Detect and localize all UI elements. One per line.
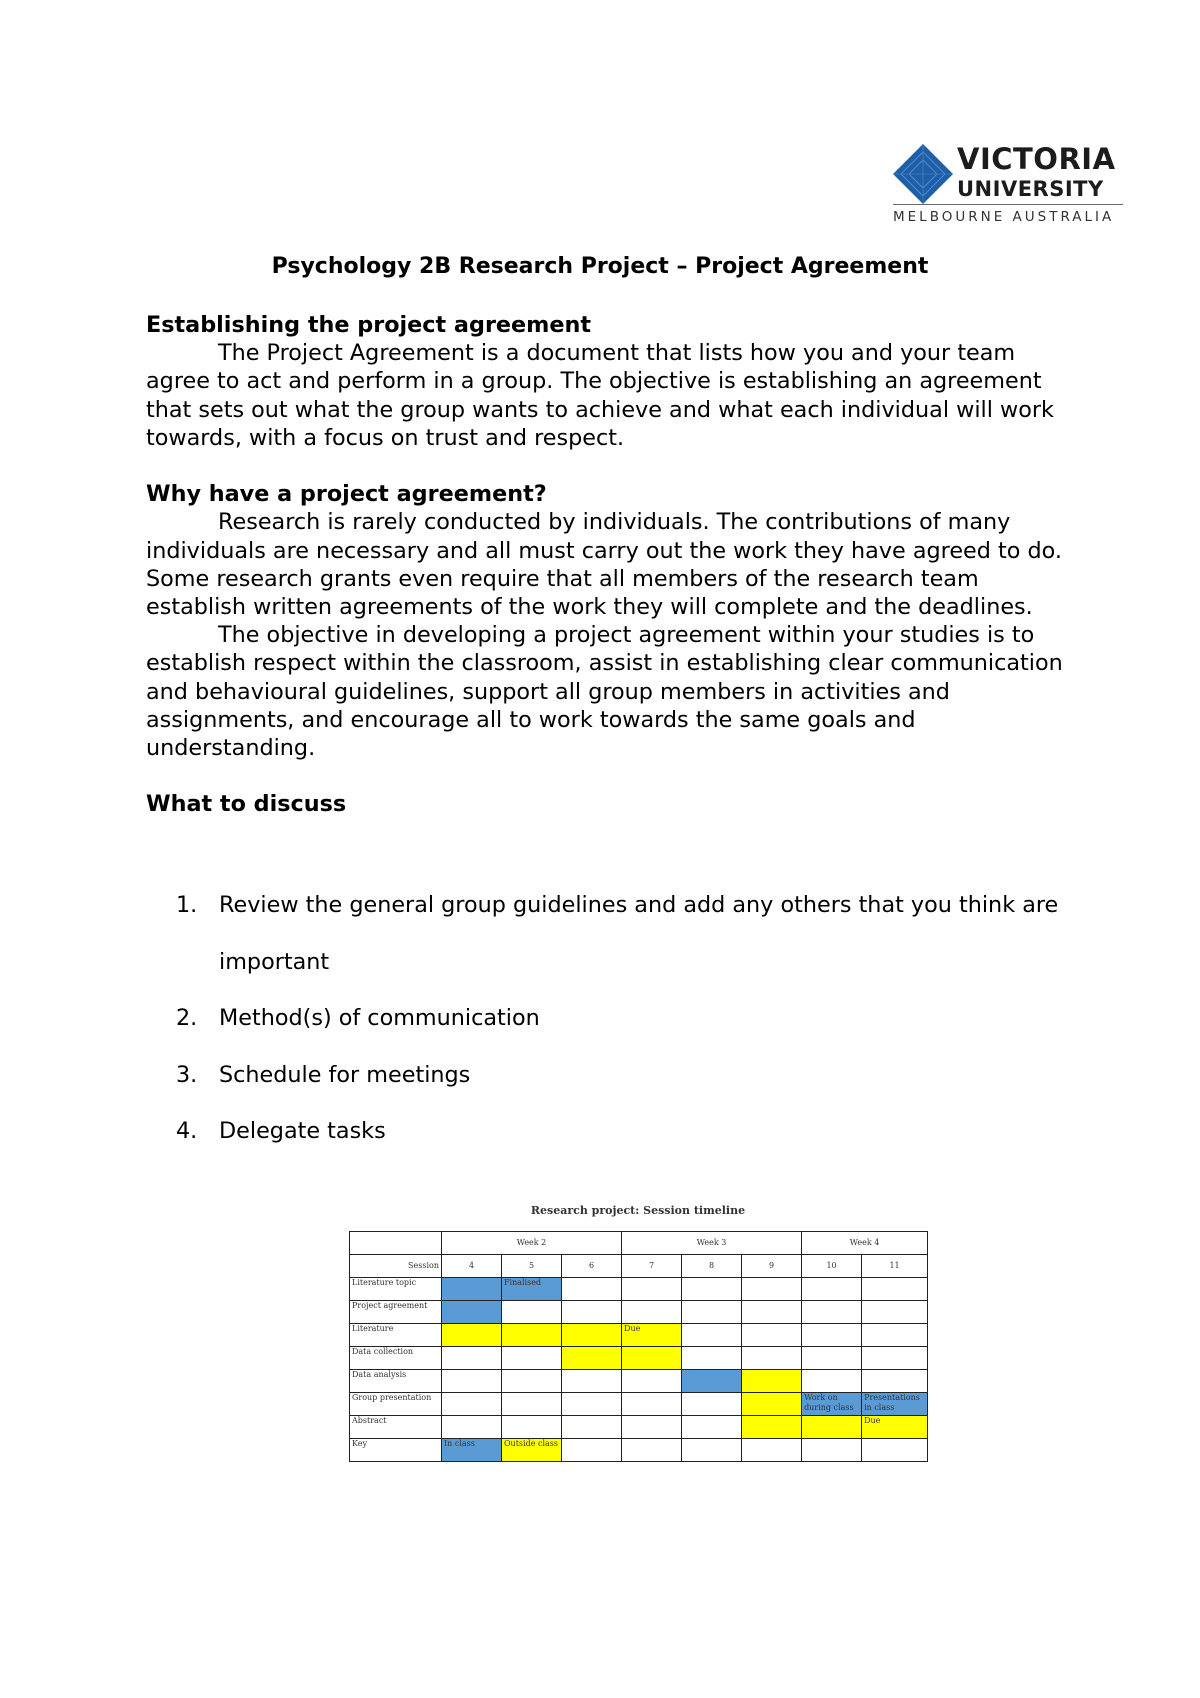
timeline-cell [502, 1370, 562, 1393]
timeline-cell [742, 1439, 802, 1462]
list-item-text: Delegate tasks [219, 1118, 386, 1144]
diamond-logo-icon [893, 144, 953, 204]
timeline-cell [742, 1347, 802, 1370]
why-paragraph-2: The objective in developing a project agreement within your studies is to establish respect within the classroom, assist in establishing clear communication and behavioural guidelines, support all group members in activities and assignments, and encourage all to work towards the same goals and understanding. [146, 622, 1063, 762]
list-item-text: Method(s) of communication [219, 1005, 540, 1031]
timeline-task-label: Abstract [350, 1416, 442, 1439]
timeline-task-row [350, 1278, 928, 1301]
timeline-corner-cell [350, 1232, 442, 1255]
timeline-cell [682, 1347, 742, 1370]
why-heading: Why have a project agreement? [146, 481, 547, 508]
timeline-cell [442, 1416, 502, 1439]
timeline-cell [562, 1347, 622, 1370]
timeline-key-row [350, 1439, 928, 1462]
list-item [146, 877, 1066, 990]
timeline-cell [442, 1278, 502, 1301]
timeline-cell [802, 1278, 862, 1301]
timeline-cell [562, 1416, 622, 1439]
timeline-cell [682, 1416, 742, 1439]
list-item [146, 1103, 1066, 1160]
timeline-cell [802, 1416, 862, 1439]
list-item-text: Schedule for meetings [219, 1061, 471, 1088]
timeline-session-number: 11 [862, 1255, 928, 1278]
timeline-cell [562, 1370, 622, 1393]
timeline-cell [742, 1370, 802, 1393]
timeline-cell [862, 1347, 928, 1370]
timeline-session-number: 5 [502, 1255, 562, 1278]
timeline-task-row [350, 1324, 928, 1347]
timeline-cell [502, 1347, 562, 1370]
timeline-cell [742, 1324, 802, 1347]
timeline-cell [802, 1301, 862, 1324]
timeline-cell [862, 1370, 928, 1393]
list-item-text: Review the general group guidelines and add any others that you think are important [219, 892, 1059, 975]
timeline-cell [622, 1439, 682, 1462]
logo-text-location: MELBOURNE AUSTRALIA [893, 209, 1115, 225]
list-item-number: 1. [176, 892, 198, 918]
timeline-week-header: Week 3 [622, 1232, 802, 1255]
timeline-cell [862, 1324, 928, 1347]
timeline-cell [742, 1416, 802, 1439]
timeline-cell [682, 1439, 742, 1462]
timeline-cell [442, 1347, 502, 1370]
discuss-list [146, 877, 1066, 1160]
logo-divider [893, 204, 1123, 205]
timeline-cell: Due [622, 1324, 682, 1347]
timeline-cell [622, 1393, 682, 1416]
list-item [146, 990, 1066, 1047]
timeline-cell [682, 1370, 742, 1393]
timeline-cell [682, 1278, 742, 1301]
timeline-cell [742, 1301, 802, 1324]
timeline-cell [802, 1347, 862, 1370]
timeline-cell [682, 1301, 742, 1324]
list-item-number: 2. [176, 1005, 198, 1031]
timeline-week-header: Week 4 [802, 1232, 928, 1255]
document-body [146, 311, 1066, 819]
timeline-cell [502, 1416, 562, 1439]
timeline-cell [622, 1278, 682, 1301]
timeline-cell [682, 1324, 742, 1347]
timeline-week-header: Week 2 [442, 1232, 622, 1255]
timeline-cell [502, 1301, 562, 1324]
timeline-task-row [350, 1301, 928, 1324]
why-paragraph-1: Research is rarely conducted by individuals. The contributions of many individuals are necessary and all must carry out the work they have agreed to do. Some research grants even require that all members of the research team establish written agreements of the work they will complete and the deadlines. [146, 509, 1062, 621]
timeline-cell [622, 1301, 682, 1324]
timeline-task-label: Group presentation [350, 1393, 442, 1416]
timeline-task-label: Data analysis [350, 1370, 442, 1393]
timeline-cell [442, 1393, 502, 1416]
timeline-cell [802, 1439, 862, 1462]
timeline-task-row [350, 1393, 928, 1416]
timeline-cell: Work on during class [802, 1393, 862, 1416]
timeline-cell [862, 1278, 928, 1301]
timeline-cell [442, 1324, 502, 1347]
logo-text-victoria: VICTORIA [957, 142, 1116, 176]
timeline-cell [442, 1370, 502, 1393]
timeline-session-number: 6 [562, 1255, 622, 1278]
timeline-session-number: 8 [682, 1255, 742, 1278]
discuss-heading: What to discuss [146, 791, 347, 818]
timeline-session-number: 4 [442, 1255, 502, 1278]
timeline-key-yellow: Outside class [502, 1439, 562, 1462]
list-item [146, 1047, 1066, 1104]
timeline-task-label: Literature topic [350, 1278, 442, 1301]
timeline-session-label: Session [350, 1255, 442, 1278]
timeline-cell [622, 1370, 682, 1393]
timeline-cell [562, 1324, 622, 1347]
timeline-cell [742, 1278, 802, 1301]
logo-text-university: UNIVERSITY [957, 177, 1104, 201]
timeline-cell [862, 1439, 928, 1462]
timeline-cell: Finalised [502, 1278, 562, 1301]
timeline-task-row [350, 1370, 928, 1393]
university-logo [893, 142, 1123, 228]
timeline-task-row [350, 1347, 928, 1370]
timeline-key-blue: In class [442, 1439, 502, 1462]
timeline-cell [802, 1370, 862, 1393]
timeline-table [349, 1231, 928, 1462]
timeline-task-row [350, 1416, 928, 1439]
timeline-task-label: Data collection [350, 1347, 442, 1370]
timeline-session-number: 9 [742, 1255, 802, 1278]
timeline-cell [442, 1301, 502, 1324]
timeline-cell [862, 1301, 928, 1324]
list-item-number: 3. [176, 1061, 198, 1088]
timeline-cell [562, 1439, 622, 1462]
timeline-session-number: 10 [802, 1255, 862, 1278]
timeline-cell [622, 1347, 682, 1370]
timeline-cell [562, 1278, 622, 1301]
timeline-cell [682, 1393, 742, 1416]
timeline-title: Research project: Session timeline [530, 1204, 746, 1217]
timeline-cell [562, 1393, 622, 1416]
establishing-heading: Establishing the project agreement [146, 312, 592, 338]
timeline-cell [502, 1324, 562, 1347]
timeline-key-label: Key [350, 1439, 442, 1462]
timeline-cell [502, 1393, 562, 1416]
list-item-number: 4. [176, 1118, 198, 1144]
establishing-paragraph: The Project Agreement is a document that lists how you and your team agree to act and perform in a group. The objective is establishing an agreement that sets out what the group wants to achieve and what each individual will work towards, with a focus on trust and respect. [146, 340, 1054, 451]
timeline-session-row [350, 1255, 928, 1278]
timeline-cell [562, 1301, 622, 1324]
spacer [146, 452, 1066, 480]
timeline-cell [742, 1393, 802, 1416]
document-title: Psychology 2B Research Project – Project Agreement [271, 254, 929, 279]
timeline-task-label: Literature [350, 1324, 442, 1347]
timeline-cell: Due [862, 1416, 928, 1439]
timeline-session-number: 7 [622, 1255, 682, 1278]
timeline-cell [802, 1324, 862, 1347]
timeline-task-label: Project agreement [350, 1301, 442, 1324]
timeline-week-row [350, 1232, 928, 1255]
timeline-cell [622, 1416, 682, 1439]
spacer [146, 762, 1066, 790]
timeline-cell: Presentations in class [862, 1393, 928, 1416]
